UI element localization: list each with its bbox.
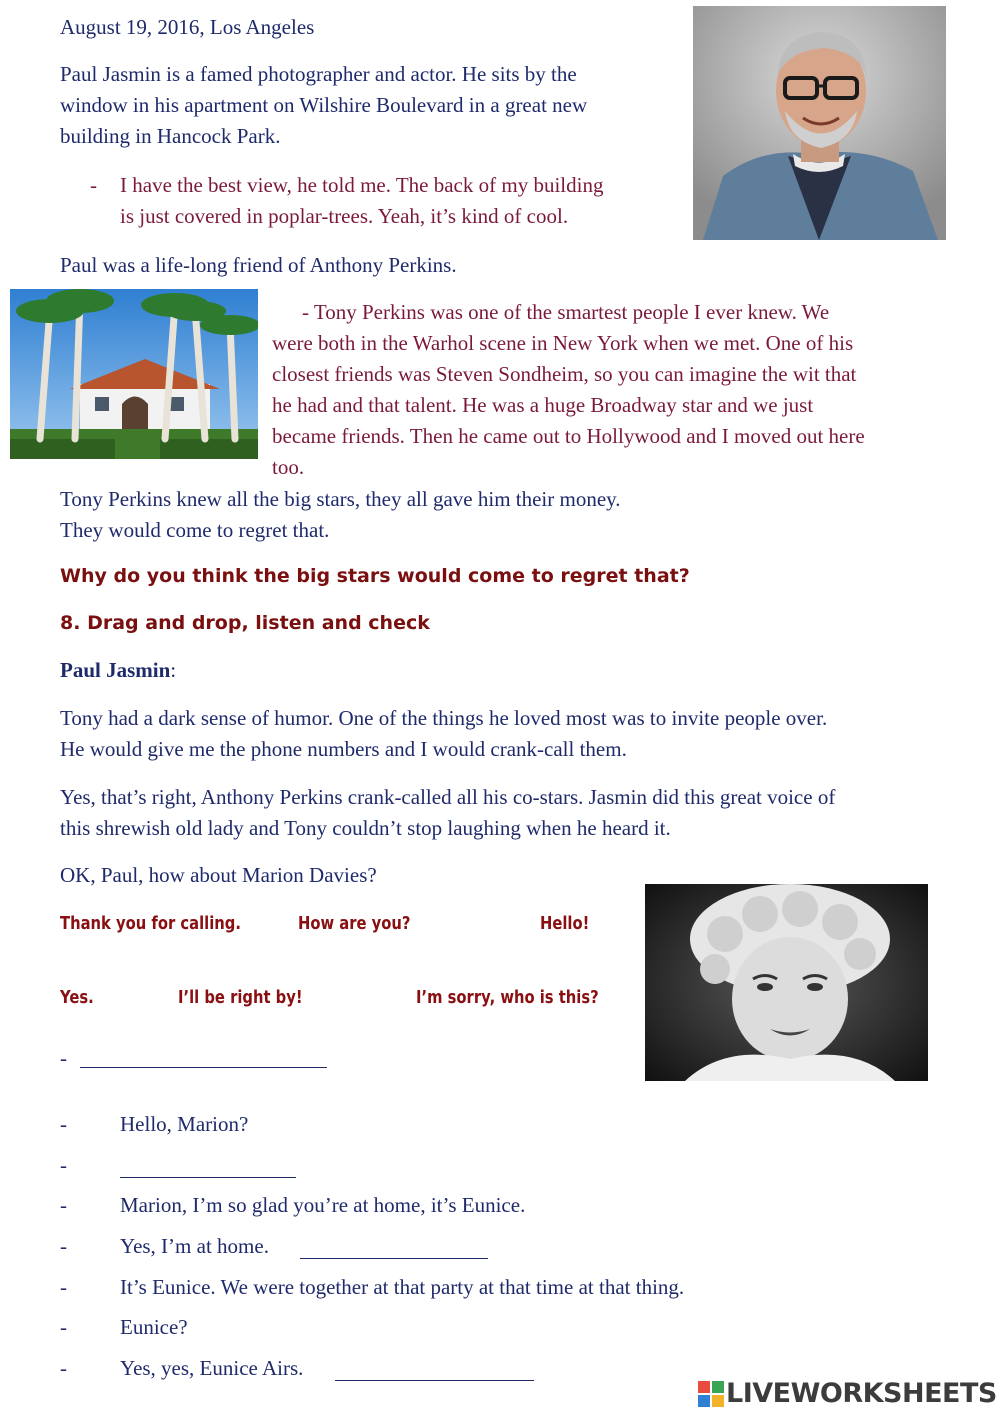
- intro-line: Paul Jasmin is a famed photographer and actor. He sits by the: [60, 62, 577, 86]
- stars-line: They would come to regret that.: [60, 518, 330, 542]
- word-chip[interactable]: Thank you for calling.: [60, 913, 241, 934]
- dialogue-line: Marion, I’m so glad you’re at home, it’s Eunice.: [120, 1193, 526, 1217]
- quote-line: became friends. Then he came out to Hollywood and I moved out here: [272, 424, 865, 448]
- para-line: this shrewish old lady and Tony couldn’t stop laughing when he heard it.: [60, 816, 671, 840]
- para-line: Tony had a dark sense of humor. One of the things he loved most was to invite people over.: [60, 706, 828, 730]
- prompt-line: OK, Paul, how about Marion Davies?: [60, 863, 377, 887]
- quote-2: [272, 297, 962, 483]
- word-chip[interactable]: How are you?: [298, 913, 411, 934]
- intro-paragraph: [60, 59, 680, 152]
- dialogue-dash: -: [60, 1153, 67, 1177]
- intro-line: window in his apartment on Wilshire Boulevard in a great new: [60, 93, 588, 117]
- speaker-label: [60, 655, 176, 686]
- quote-dash: -: [90, 173, 97, 197]
- dialogue-dash: -: [60, 1112, 67, 1136]
- dialogue-line: Eunice?: [120, 1315, 188, 1339]
- dialogue-dash: -: [60, 1193, 67, 1217]
- logo-text: LIVEWORKSHEETS: [726, 1378, 997, 1409]
- lws-cubes-icon: [698, 1381, 724, 1407]
- dialogue-line: Yes, yes, Eunice Airs.: [120, 1356, 304, 1380]
- dialogue-dash: -: [60, 1046, 67, 1070]
- para-line: He would give me the phone numbers and I would crank-call them.: [60, 737, 627, 761]
- answer-blank[interactable]: [335, 1360, 534, 1381]
- speaker-colon: :: [170, 658, 177, 682]
- intro-line: building in Hancock Park.: [60, 124, 281, 148]
- word-chip[interactable]: Yes.: [60, 987, 94, 1008]
- word-chip[interactable]: Hello!: [540, 913, 590, 934]
- answer-blank[interactable]: [300, 1238, 488, 1259]
- paragraph-2: [60, 782, 980, 844]
- discussion-question: Why do you think the big stars would come to regret that?: [60, 565, 690, 587]
- marion-davies-photo: [645, 884, 928, 1081]
- quote-line: I have the best view, he told me. The back of my building: [120, 173, 604, 197]
- quote-line: he had and that talent. He was a huge Broadway star and we just: [272, 393, 814, 417]
- quote-line: closest friends was Steven Sondheim, so you can imagine the wit that: [272, 362, 857, 386]
- portrait-illustration: [693, 6, 946, 240]
- dialogue-line: Hello, Marion?: [120, 1112, 249, 1136]
- house-photo: [10, 289, 258, 459]
- quote-1: [120, 170, 680, 232]
- dialogue-dash: -: [60, 1356, 67, 1380]
- dialogue-dash: -: [60, 1275, 67, 1299]
- dialogue-line: Yes, I’m at home.: [120, 1234, 269, 1258]
- dialogue-dash: -: [60, 1234, 67, 1258]
- stars-line: Tony Perkins knew all the big stars, they all gave him their money.: [60, 487, 621, 511]
- house-illustration: [10, 289, 258, 459]
- quote-line: were both in the Warhol scene in New York when we met. One of his: [272, 331, 854, 355]
- quote-line: too.: [272, 455, 305, 479]
- answer-blank[interactable]: [80, 1047, 327, 1068]
- quote-line: - Tony Perkins was one of the smartest people I ever knew. We: [302, 300, 830, 324]
- answer-blank[interactable]: [120, 1157, 296, 1178]
- dialogue-line: It’s Eunice. We were together at that party at that time at that thing.: [120, 1275, 685, 1299]
- liveworksheets-logo: [698, 1378, 997, 1409]
- quote-line: is just covered in poplar-trees. Yeah, it’s kind of cool.: [120, 204, 569, 228]
- paul-jasmin-photo: [693, 6, 946, 240]
- task-heading: [60, 612, 430, 634]
- portrait-bw-illustration: [645, 884, 928, 1081]
- speaker-name: Paul Jasmin: [60, 658, 171, 682]
- word-chip[interactable]: I’ll be right by!: [178, 987, 303, 1008]
- para-line: Yes, that’s right, Anthony Perkins crank-called all his co-stars. Jasmin did this great voice of: [60, 785, 836, 809]
- paragraph-1: [60, 703, 980, 765]
- dialogue-dash: -: [60, 1315, 67, 1339]
- task-title: Drag and drop, listen and check: [87, 612, 430, 634]
- word-chip[interactable]: I’m sorry, who is this?: [416, 987, 599, 1008]
- friend-line: Paul was a life-long friend of Anthony Perkins.: [60, 253, 457, 277]
- dateline: August 19, 2016, Los Angeles: [60, 15, 315, 39]
- task-number: 8.: [60, 612, 81, 634]
- stars-paragraph: [60, 484, 960, 546]
